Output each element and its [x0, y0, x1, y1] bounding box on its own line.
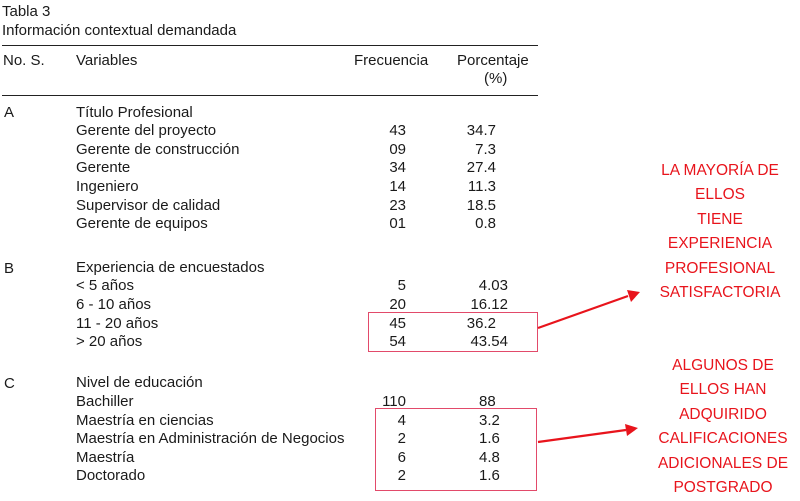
row-porcentaje: 4.03	[478, 277, 508, 294]
row-porcentaje: 34.7	[466, 122, 496, 139]
annotation-line: ELLOS HAN	[679, 381, 767, 399]
row-variable: Gerente de construcción	[76, 141, 240, 158]
row-porcentaje: 88	[479, 393, 496, 410]
arrow-head-postgraduate	[625, 424, 638, 436]
section-c-code: C	[4, 375, 15, 392]
row-variable: > 20 años	[76, 333, 143, 350]
row-frecuencia: 23	[389, 197, 406, 214]
row-variable: Doctorado	[76, 467, 146, 484]
annotation-line: ELLOS	[695, 186, 745, 204]
row-variable: Gerente del proyecto	[76, 122, 217, 139]
annotation-line: LA MAYORÍA DE	[661, 162, 779, 179]
section-a-title: Título Profesional	[76, 104, 193, 121]
row-variable: Bachiller	[76, 393, 134, 410]
row-porcentaje: 36.2	[466, 315, 496, 332]
arrow-line-postgraduate	[538, 430, 626, 442]
row-variable: Gerente de equipos	[76, 215, 208, 232]
row-variable: Gerente	[76, 159, 131, 176]
annotation-line: ALGUNOS DE	[672, 357, 774, 374]
row-porcentaje: 1.6	[479, 430, 500, 447]
header-frecuencia: Frecuencia	[354, 52, 429, 69]
arrow-line-experience	[538, 296, 628, 328]
row-frecuencia: 5	[397, 277, 406, 294]
row-porcentaje: 4.8	[479, 449, 500, 466]
row-frecuencia: 14	[389, 178, 406, 195]
annotation-line: ADICIONALES DE	[657, 454, 789, 472]
row-frecuencia: 45	[389, 315, 406, 332]
annotation-line: ADQUIRIDO	[679, 405, 767, 423]
row-porcentaje: 11.3	[467, 178, 496, 195]
row-frecuencia: 20	[389, 296, 406, 313]
row-frecuencia: 2	[397, 430, 406, 447]
table-caption: Información contextual demandada	[2, 22, 237, 39]
row-variable: < 5 años	[76, 277, 134, 294]
row-variable: Maestría	[76, 449, 135, 466]
table-label: Tabla 3	[2, 3, 51, 20]
annotation-line: PROFESIONAL	[664, 259, 776, 277]
row-porcentaje: 3.2	[479, 412, 500, 429]
section-b-code: B	[4, 260, 15, 277]
row-porcentaje: 16.12	[470, 296, 508, 313]
arrow-head-experience	[627, 290, 640, 302]
row-frecuencia: 4	[397, 412, 406, 429]
row-variable: Ingeniero	[76, 178, 139, 195]
row-frecuencia: 01	[389, 215, 406, 232]
annotation-experience	[640, 159, 800, 305]
row-frecuencia: 09	[389, 141, 406, 158]
row-variable: Maestría en ciencias	[76, 412, 214, 429]
annotation-line: TIENE	[697, 210, 743, 228]
header-no-s: No. S.	[3, 52, 45, 69]
row-frecuencia: 6	[397, 449, 406, 466]
annotation-line: POSTGRADO	[673, 479, 773, 497]
row-porcentaje: 7.3	[475, 141, 496, 158]
annotation-line: CALIFICACIONES	[658, 430, 788, 448]
row-porcentaje: 0.8	[475, 215, 496, 232]
row-variable: 6 - 10 años	[76, 296, 152, 313]
row-variable: Supervisor de calidad	[76, 197, 221, 214]
section-a-code: A	[4, 104, 15, 121]
row-porcentaje: 43.54	[470, 333, 508, 350]
row-frecuencia: 110	[382, 393, 406, 410]
row-porcentaje: 1.6	[479, 467, 500, 484]
row-frecuencia: 54	[389, 333, 406, 350]
row-frecuencia: 34	[389, 159, 406, 176]
row-variable: Maestría en Administración de Negocios	[76, 430, 345, 447]
row-frecuencia: 2	[397, 467, 406, 484]
row-porcentaje: 27.4	[466, 159, 496, 176]
annotation-line: EXPERIENCIA	[667, 235, 773, 253]
header-variables: Variables	[76, 52, 138, 69]
annotation-postgraduate	[646, 354, 800, 500]
section-b-title: Experiencia de encuestados	[76, 259, 265, 276]
header-porcentaje: Porcentaje	[457, 52, 529, 69]
row-porcentaje: 18.5	[466, 197, 496, 214]
section-c-title: Nivel de educación	[76, 374, 203, 391]
annotation-line: SATISFACTORIA	[659, 284, 781, 302]
row-frecuencia: 43	[389, 122, 406, 139]
row-variable: 11 - 20 años	[76, 315, 159, 332]
header-porcentaje-unit: (%)	[484, 70, 508, 87]
